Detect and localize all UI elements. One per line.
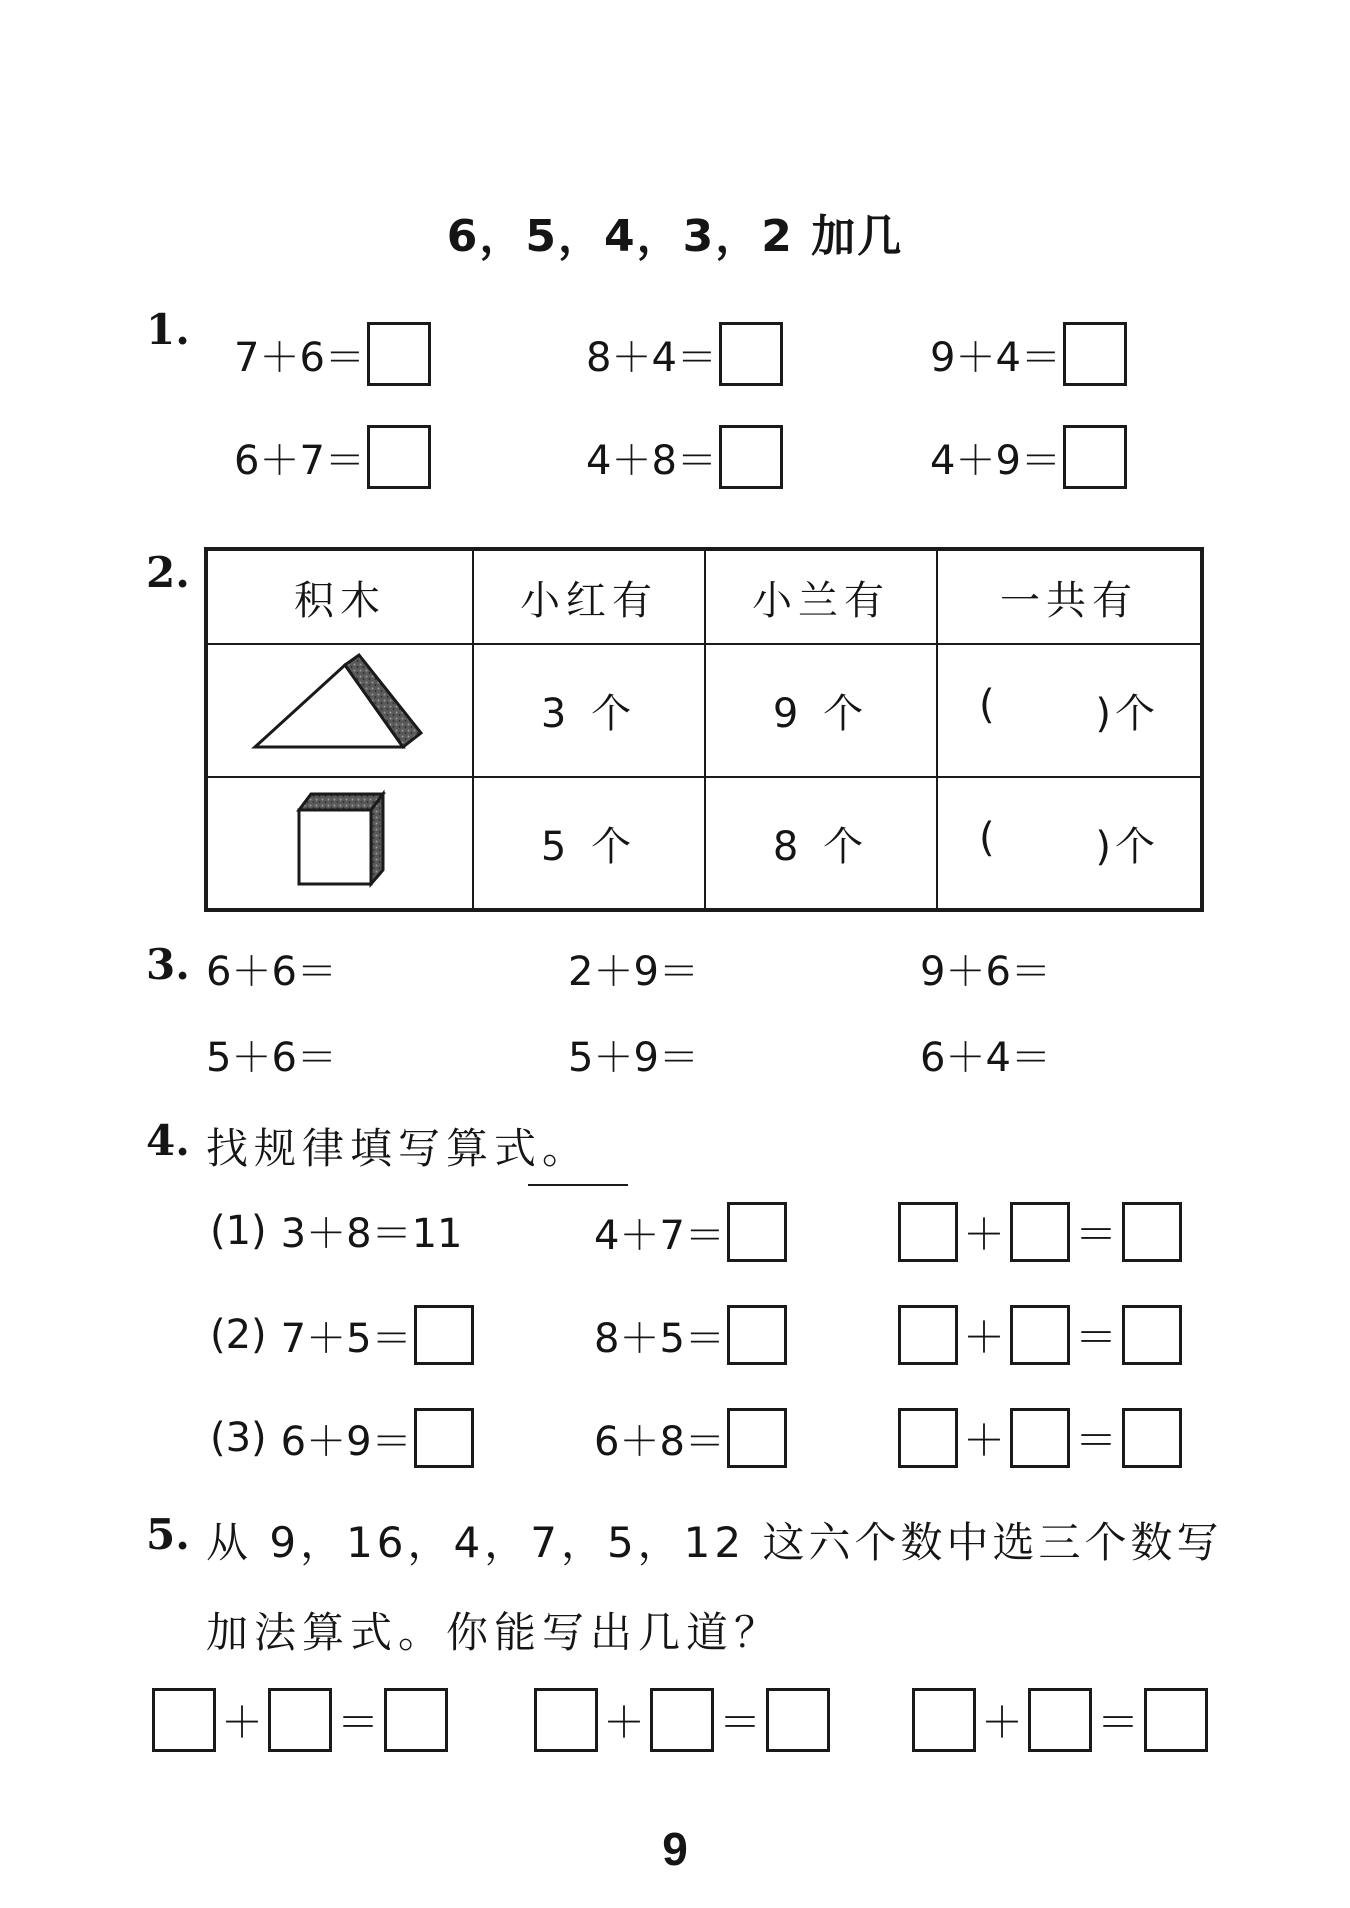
q4-item: [594, 1305, 787, 1365]
answer-box[interactable]: [152, 1688, 216, 1752]
cube-block-icon: [285, 786, 395, 890]
q1-expr: 9＋4＝: [930, 334, 1061, 381]
question-2-number: 2.: [146, 548, 190, 597]
answer-box[interactable]: [367, 425, 431, 489]
pattern-equation: [898, 1408, 1182, 1468]
answer-box[interactable]: [1010, 1202, 1070, 1262]
item-expr: 8＋5＝: [594, 1315, 725, 1362]
item-expr: 7＋5＝: [280, 1315, 412, 1362]
answer-box[interactable]: [898, 1408, 958, 1468]
total-answer-cell[interactable]: [937, 644, 1202, 777]
answer-box[interactable]: [534, 1688, 598, 1752]
q1-expr: 7＋6＝: [234, 334, 365, 381]
q1-expr: 6＋7＝: [234, 437, 365, 484]
pattern-equation: [898, 1202, 1182, 1262]
plus-sign: ＋: [603, 1698, 646, 1747]
q3-expr: 9＋6＝: [920, 949, 1051, 995]
answer-box[interactable]: [1010, 1305, 1070, 1365]
q1-equation: [930, 425, 1127, 489]
item-expr: 4＋7＝: [594, 1212, 725, 1259]
close-paren-unit: )个: [1095, 823, 1159, 870]
q4-item: [210, 1408, 474, 1468]
question-5-line2: 加法算式。你能写出几道？: [206, 1608, 783, 1657]
q4-item: [594, 1408, 787, 1468]
answer-box[interactable]: [766, 1688, 830, 1752]
q3-expr: 5＋9＝: [568, 1035, 699, 1081]
table-header-row: [206, 549, 1202, 644]
q4-item: [594, 1202, 787, 1262]
plus-sign: ＋: [981, 1698, 1024, 1747]
table-row: [206, 777, 1202, 910]
answer-box[interactable]: [1063, 425, 1127, 489]
answer-box[interactable]: [414, 1408, 474, 1468]
plus-sign: ＋: [221, 1698, 264, 1747]
answer-box[interactable]: [898, 1305, 958, 1365]
q1-equation: [930, 322, 1127, 386]
answer-box[interactable]: [727, 1408, 787, 1468]
answer-box[interactable]: [384, 1688, 448, 1752]
q3-expr: 5＋6＝: [206, 1035, 337, 1081]
given-equation: 3＋8＝11: [280, 1211, 463, 1257]
close-paren-unit: )个: [1095, 691, 1159, 737]
q1-equation: [234, 322, 431, 386]
plus-sign: ＋: [963, 1210, 1006, 1259]
equals-sign: ＝: [719, 1698, 762, 1747]
page-number: 9: [662, 1823, 688, 1875]
header-blocks: 积木: [206, 549, 473, 644]
item-expr: 6＋9＝: [280, 1418, 412, 1465]
item-label: (2): [210, 1312, 267, 1358]
answer-box[interactable]: [727, 1202, 787, 1262]
q4-item: [210, 1305, 474, 1365]
q1-expr: 8＋4＝: [586, 334, 717, 381]
q1-expr: 4＋9＝: [930, 437, 1061, 484]
page-title: 6，5，4，3，2 加几: [446, 211, 904, 262]
xiaolan-count: 9 个: [705, 644, 937, 777]
answer-box[interactable]: [719, 425, 783, 489]
q3-expr: 6＋4＝: [920, 1035, 1051, 1081]
answer-box[interactable]: [1122, 1305, 1182, 1365]
item-label: (1): [210, 1207, 267, 1254]
open-paren: (: [979, 814, 999, 861]
item-expr: 6＋8＝: [594, 1418, 725, 1465]
triangle-block-icon: [245, 651, 435, 761]
question-1-number: 1.: [146, 305, 190, 354]
answer-box[interactable]: [727, 1305, 787, 1365]
q4-item: [210, 1202, 462, 1259]
blocks-table: [204, 547, 1204, 912]
q1-equation: [234, 425, 431, 489]
answer-box[interactable]: [414, 1305, 474, 1365]
answer-box[interactable]: [1122, 1202, 1182, 1262]
equals-sign: ＝: [337, 1698, 380, 1747]
pattern-equation: [898, 1305, 1182, 1365]
answer-box[interactable]: [1010, 1408, 1070, 1468]
question-3-number: 3.: [146, 940, 190, 989]
answer-box[interactable]: [1122, 1408, 1182, 1468]
xiaohong-count: 3 个: [473, 644, 705, 777]
answer-box[interactable]: [1028, 1688, 1092, 1752]
answer-box[interactable]: [912, 1688, 976, 1752]
question-4-prompt: 找规律填写算式。: [206, 1124, 591, 1173]
open-paren: (: [979, 682, 999, 728]
equals-sign: ＝: [1075, 1210, 1118, 1259]
plus-sign: ＋: [963, 1313, 1006, 1362]
answer-box[interactable]: [650, 1688, 714, 1752]
equals-sign: ＝: [1097, 1698, 1140, 1747]
xiaohong-count: 5 个: [473, 777, 705, 910]
divider-line: [528, 1184, 628, 1186]
q1-equation: [586, 425, 783, 489]
answer-box[interactable]: [1063, 322, 1127, 386]
header-total: 一共有: [937, 549, 1202, 644]
answer-box[interactable]: [1144, 1688, 1208, 1752]
triangle-block-cell: [206, 644, 473, 777]
addition-equation: [152, 1688, 448, 1752]
answer-box[interactable]: [367, 322, 431, 386]
equals-sign: ＝: [1075, 1313, 1118, 1362]
q3-expr: 6＋6＝: [206, 949, 337, 995]
total-answer-cell[interactable]: [937, 777, 1202, 910]
answer-box[interactable]: [268, 1688, 332, 1752]
question-4-number: 4.: [146, 1116, 190, 1165]
answer-box[interactable]: [898, 1202, 958, 1262]
xiaolan-count: 8 个: [705, 777, 937, 910]
q1-equation: [586, 322, 783, 386]
question-5-line1: 从 9，16，4，7，5，12 这六个数中选三个数写: [206, 1518, 1223, 1567]
addition-equation: [534, 1688, 830, 1752]
plus-sign: ＋: [963, 1416, 1006, 1465]
header-xiaohong: 小红有: [473, 549, 705, 644]
header-xiaolan: 小兰有: [705, 549, 937, 644]
cube-block-cell: [206, 777, 473, 910]
item-label: (3): [210, 1415, 267, 1461]
addition-equation: [912, 1688, 1208, 1752]
equals-sign: ＝: [1075, 1416, 1118, 1465]
question-5-number: 5.: [146, 1510, 190, 1559]
table-row: [206, 644, 1202, 777]
answer-box[interactable]: [719, 322, 783, 386]
q3-expr: 2＋9＝: [568, 949, 699, 995]
q1-expr: 4＋8＝: [586, 437, 717, 484]
